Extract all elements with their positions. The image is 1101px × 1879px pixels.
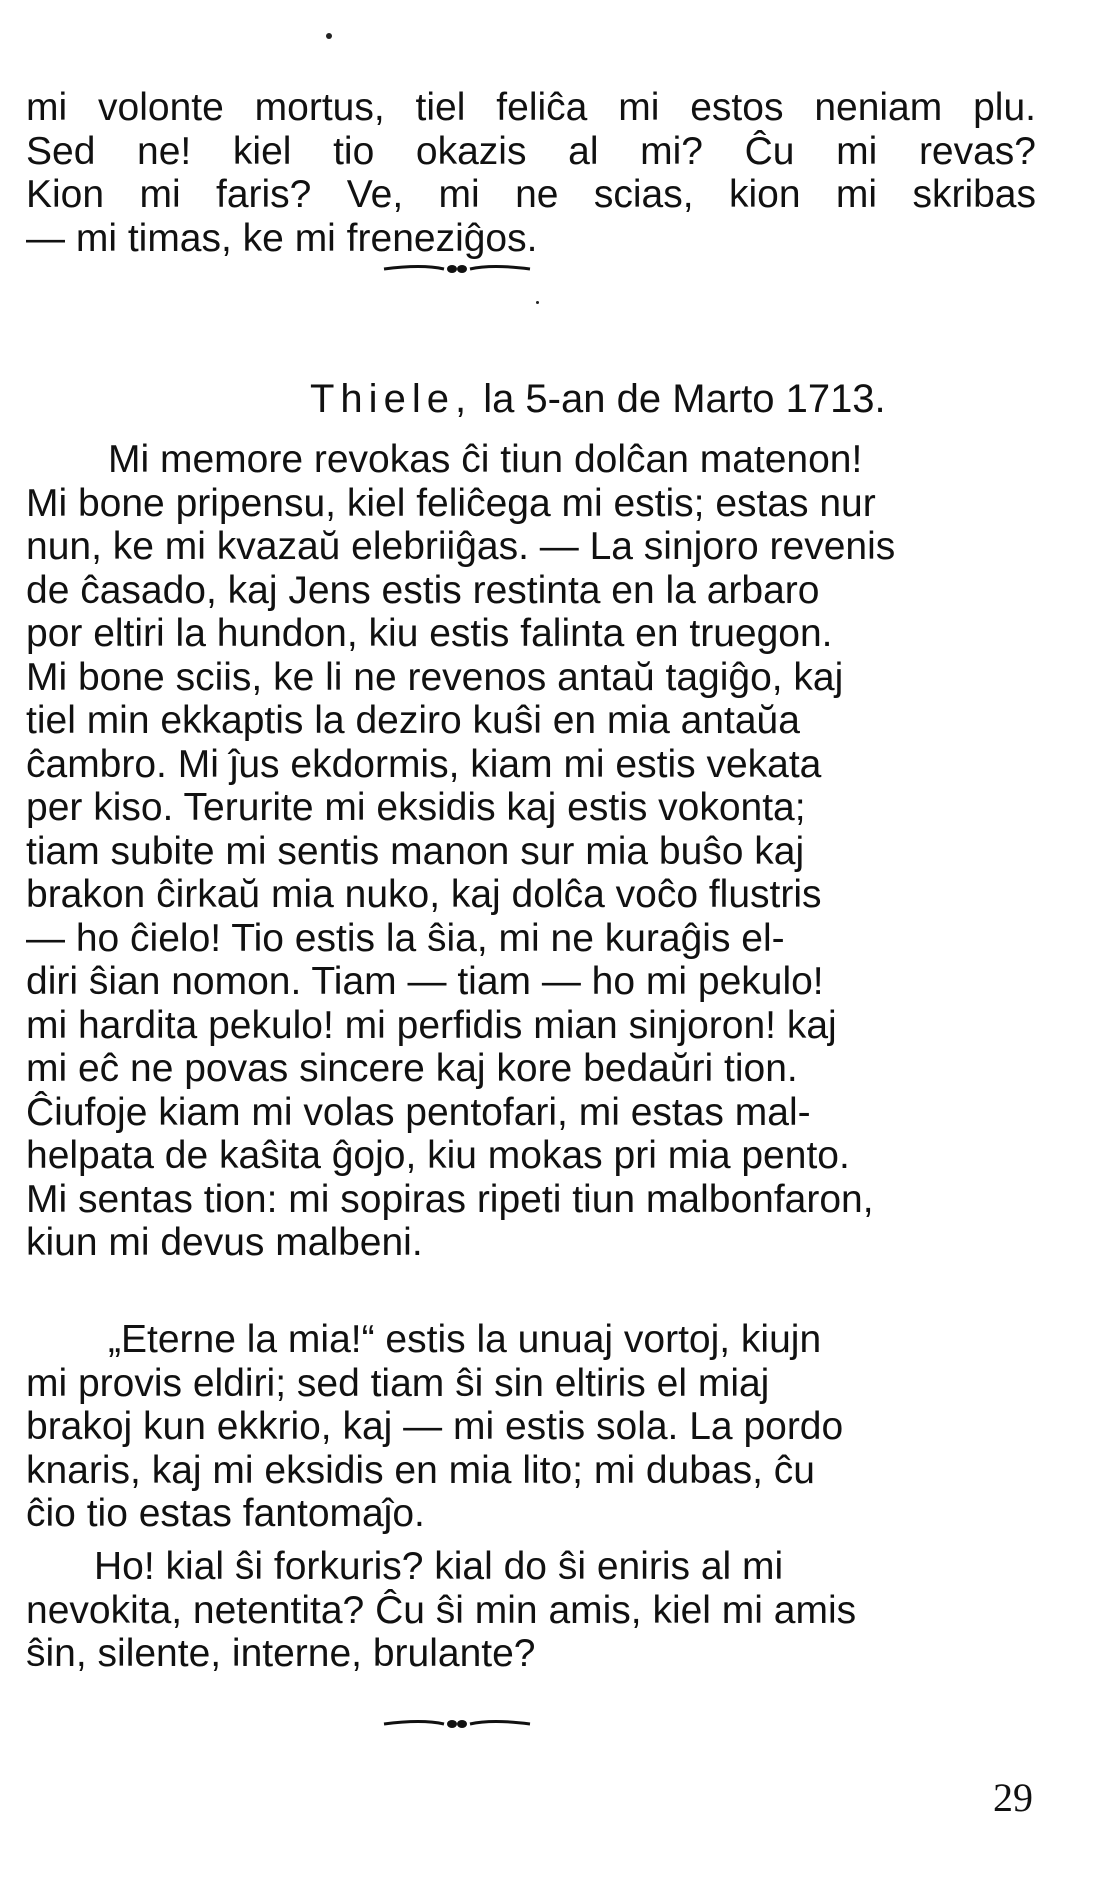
text-line: nun, ke mi kvazaŭ elebriiĝas. — La sinjoro revenis	[26, 525, 896, 568]
text-line: diri ŝian nomon. Tiam — tiam — ho mi pekulo!	[26, 960, 824, 1003]
section-divider-ornament	[382, 262, 532, 276]
text-line: Mi bone sciis, ke li ne revenos antaŭ tagiĝo, kaj	[26, 655, 844, 699]
paragraph-2	[26, 1318, 1036, 1536]
text-line: — mi timas, ke mi freneziĝos.	[26, 216, 538, 260]
text-line: tiam subite mi sentis manon sur mia buŝo kaj	[26, 829, 805, 873]
paragraph-3	[26, 1545, 1036, 1676]
text-line: por eltiri la hundon, kiu estis falinta en truegon.	[26, 612, 833, 655]
text-line: mi hardita pekulo! mi perfidis mian sinjoron! kaj	[26, 1003, 837, 1047]
text-line: Kion mi faris? Ve, mi ne scias, kion mi skribas	[26, 173, 1036, 216]
text-line: Ĉiufoje kiam mi volas pentofari, mi estas mal-	[26, 1090, 811, 1134]
text-line: brakon ĉirkaŭ mia nuko, kaj dolĉa voĉo flustris	[26, 873, 822, 916]
text-line: knaris, kaj mi eksidis en mia lito; mi dubas, ĉu	[26, 1448, 815, 1492]
dateline-date: la 5-an de Marto 1713.	[483, 377, 886, 421]
entry-dateline	[310, 376, 886, 422]
text-line: tiel min ekkaptis la deziro kuŝi en mia antaŭa	[26, 699, 800, 742]
page-number: 29	[993, 1775, 1033, 1820]
text-line: de ĉasado, kaj Jens estis restinta en la arbaro	[26, 568, 820, 612]
text-line: per kiso. Terurite mi eksidis kaj estis vokonta;	[26, 786, 806, 829]
text-line: helpata de kaŝita ĝojo, kiu mokas pri mia pento.	[26, 1134, 850, 1177]
text-line: Sed ne! kiel tio okazis al mi? Ĉu mi revas?	[26, 129, 1036, 173]
text-line: ŝin, silente, interne, brulante?	[26, 1632, 536, 1675]
text-line: mi eĉ ne povas sincere kaj kore bedaŭri tion.	[26, 1047, 798, 1090]
text-line: Ho! kial ŝi forkuris? kial do ŝi eniris al mi	[94, 1545, 784, 1588]
text-line: „Eterne la mia!“ estis la unuaj vortoj, kiujn	[108, 1318, 822, 1361]
text-line: ĉio tio estas fantomaĵo.	[26, 1492, 425, 1535]
text-line: kiun mi devus malbeni.	[26, 1221, 423, 1264]
text-line: nevokita, netentita? Ĉu ŝi min amis, kiel mi amis	[26, 1588, 857, 1632]
text-line: ĉambro. Mi ĵus ekdormis, kiam mi estis vekata	[26, 742, 822, 786]
text-line: — ho ĉielo! Tio estis la ŝia, mi ne kuraĝis el-	[26, 916, 785, 960]
section-divider-ornament	[382, 1717, 532, 1731]
text-line: brakoj kun ekkrio, kaj — mi estis sola. La pordo	[26, 1405, 844, 1448]
print-speck	[536, 301, 539, 304]
paragraph-1	[26, 438, 1036, 1265]
opening-text-block	[26, 86, 1036, 260]
dateline-place: Thiele,	[310, 377, 473, 421]
text-line: Mi bone pripensu, kiel feliĉega mi estis; estas nur	[26, 481, 876, 525]
print-speck	[326, 33, 332, 39]
text-line: mi volonte mortus, tiel feliĉa mi estos neniam plu.	[26, 86, 1036, 129]
text-line: mi provis eldiri; sed tiam ŝi sin eltiris el miaj	[26, 1361, 770, 1405]
text-line: Mi sentas tion: mi sopiras ripeti tiun malbonfaron,	[26, 1177, 874, 1221]
text-line: Mi memore revokas ĉi tiun dolĉan matenon!	[108, 438, 863, 481]
